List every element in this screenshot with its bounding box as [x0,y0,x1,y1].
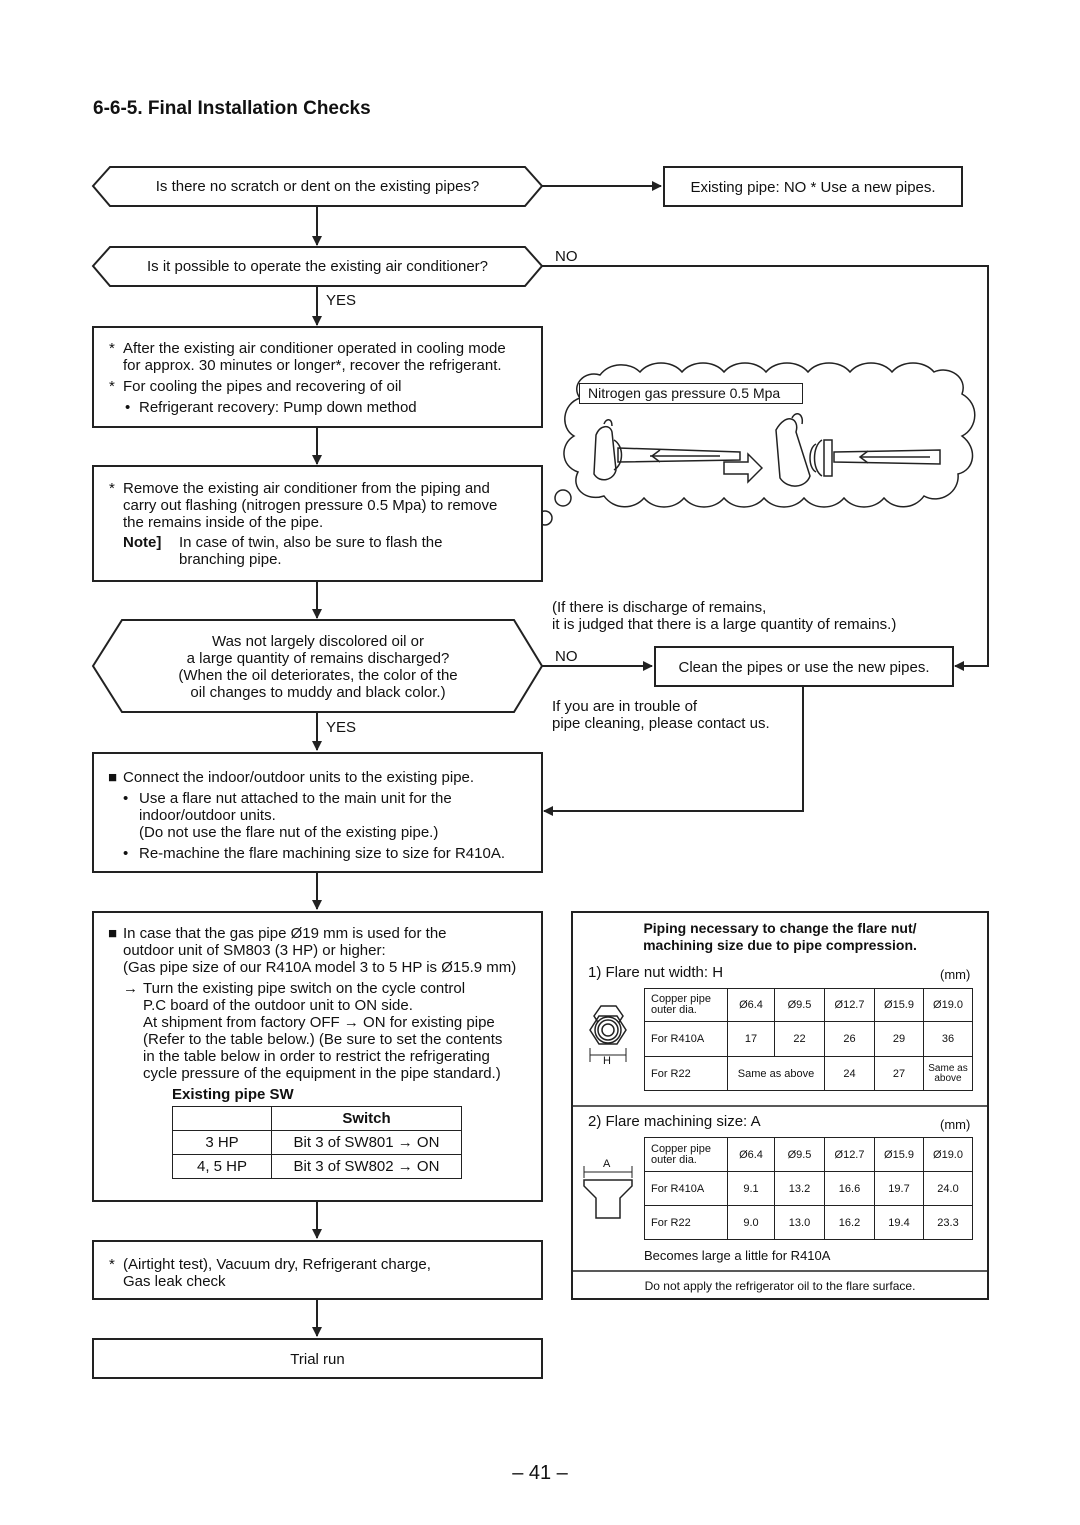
flare-section-a-label: A [603,1158,611,1170]
ft1-cell: 29 [875,1022,924,1057]
discharge-note-2: it is judged that there is a large quantity of remains.) [552,616,897,633]
connect-line-3: indoor/outdoor units. [139,807,276,824]
sw-header-switch: Switch [272,1107,462,1131]
ft2-cell: 13.2 [775,1172,825,1206]
ft2-cell: 9.1 [728,1172,775,1206]
decision-2-yes-label: YES [326,292,357,309]
ft2-header-cell: Ø19.0 [924,1138,973,1172]
connect-bullet-1: • [123,790,129,807]
connect-square: ■ [108,769,118,786]
recover-star-2: * [109,378,115,395]
gas-arrow: → [123,980,138,997]
existing-pipe-sw-title: Existing pipe SW [172,1086,294,1103]
recover-line-1: After the existing air conditioner operated in cooling mode [123,340,506,357]
flare-panel-title-1: Piping necessary to change the flare nut/ [643,920,917,936]
sw-row [173,1155,462,1179]
connect-units-box [92,752,543,873]
ft2-header-cell: Ø15.9 [875,1138,924,1172]
trial-run-text: Trial run [290,1351,345,1368]
ft1-cell: 17 [728,1022,775,1057]
flash-note-line-2: branching pipe. [179,551,282,568]
page-number: – 41 – [512,1462,568,1484]
recover-star: * [109,340,115,357]
flash-line-2: carry out flashing (nitrogen pressure 0.5 Mpa) to remove [123,497,498,514]
gas-square: ■ [108,925,118,942]
sw-row-setting: Bit 3 of SW801 → ON [272,1131,462,1155]
decision-2-text: Is it possible to operate the existing air conditioner? [146,258,489,275]
gas-line-1: In case that the gas pipe Ø19 mm is used for the [123,925,447,942]
flash-line-1: Remove the existing air conditioner from the piping and [123,480,490,497]
recover-refrigerant-box [92,326,543,428]
table-2-unit: (mm) [940,1117,971,1132]
decision-3-line-1: Was not largely discolored oil or [211,633,425,650]
ft2-row [645,1172,973,1206]
gas-line-8: in the table below in order to restrict the refrigerating [143,1048,490,1065]
decision-3-yes-label: YES [326,719,357,736]
section-title: 6-6-5. Final Installation Checks [93,98,371,119]
machining-size-note: Becomes large a little for R410A [644,1248,831,1263]
airtight-line-1: (Airtight test), Vacuum dry, Refrigerant charge, [123,1256,431,1273]
ft2-header-cell: Ø12.7 [825,1138,875,1172]
ft2-cell: 19.7 [875,1172,924,1206]
ft1-header-cell: Ø15.9 [875,989,924,1022]
nitrogen-label-box [579,383,803,404]
ft1-header-cell: Ø12.7 [825,989,875,1022]
flare-nut-width-table [644,988,973,1091]
ft1-header-label: Copper pipe outer dia. [645,989,728,1022]
connect-line-4: (Do not use the flare nut of the existing pipe.) [139,824,439,841]
new-pipe-text: Existing pipe: NO * Use a new pipes. [690,179,936,196]
nitrogen-label: Nitrogen gas pressure 0.5 Mpa [588,385,781,401]
thought-bubble-large [555,490,571,506]
discharge-note-1: (If there is discharge of remains, [552,599,767,616]
gas-line-9: cycle pressure of the equipment in the pipe standard.) [143,1065,501,1082]
ft2-cell: 9.0 [728,1206,775,1240]
flash-line-3: the remains inside of the pipe. [123,514,324,531]
trial-run-box [92,1338,543,1379]
ft2-cell: 23.3 [924,1206,973,1240]
sw-row-hp: 4, 5 HP [173,1155,272,1179]
flare-oil-note: Do not apply the refrigerator oil to the flare surface. [644,1279,916,1293]
decision-3-line-4: oil changes to muddy and black color.) [190,684,446,701]
airtight-star: * [109,1256,115,1273]
ft2-row-label: For R22 [645,1206,728,1240]
table-1-unit: (mm) [940,967,971,982]
flash-star: * [109,480,115,497]
sw-header-row [173,1107,462,1131]
ft1-header-cell: Ø19.0 [924,989,973,1022]
ft2-cell: 16.2 [825,1206,875,1240]
gas-line-4: Turn the existing pipe switch on the cycle control [143,980,466,997]
gas-line-5: P.C board of the outdoor unit to ON side. [143,997,413,1014]
flare-machining-size-label: 2) Flare machining size: A [588,1113,761,1130]
sw-row-setting: Bit 3 of SW802 → ON [272,1155,462,1179]
flare-nut-width-label: 1) Flare nut width: H [588,964,724,981]
ft2-header-cell: Ø9.5 [775,1138,825,1172]
ft2-header-row [645,1138,973,1172]
ft2-row-label: For R410A [645,1172,728,1206]
ft2-cell: 16.6 [825,1172,875,1206]
gas-line-2: outdoor unit of SM803 (3 HP) or higher: [123,942,386,959]
connect-line-2: Use a flare nut attached to the main unit for the [139,790,452,807]
ft1-cell: 24 [825,1057,875,1091]
ft1-row [645,1022,973,1057]
connect-line-5: Re-machine the flare machining size to size for R410A. [139,845,506,862]
ft1-row-label: For R410A [645,1022,728,1057]
new-pipe-box [663,166,963,207]
ft1-row-label: For R22 [645,1057,728,1091]
ft1-header-cell: Ø9.5 [775,989,825,1022]
airtight-line-2: Gas leak check [123,1273,226,1290]
flare-panel-title-2: machining size due to pipe compression. [643,937,917,953]
sw-row-hp: 3 HP [173,1131,272,1155]
ft1-cell: 22 [775,1022,825,1057]
decision-2-no-label: NO [555,248,578,265]
decision-3-no-label: NO [555,648,578,665]
ft1-header-cell: Ø6.4 [728,989,775,1022]
ft2-row [645,1206,973,1240]
sw-header-blank [173,1107,272,1131]
recover-line-2: for approx. 30 minutes or longer*, recover the refrigerant. [123,357,502,374]
clean-pipes-text: Clean the pipes or use the new pipes. [678,659,930,676]
ft1-cell: 27 [875,1057,924,1091]
gas-line-6: At shipment from factory OFF → ON for existing pipe [143,1014,495,1031]
flash-note-line-1: In case of twin, also be sure to flash the [179,534,443,551]
gas-line-3: (Gas pipe size of our R410A model 3 to 5 HP is Ø15.9 mm) [123,959,517,976]
clean-pipes-box [654,646,954,687]
ft2-header-label: Copper pipe outer dia. [645,1138,728,1172]
recover-line-4: Refrigerant recovery: Pump down method [139,399,417,416]
flashing-box [92,465,543,582]
ft2-cell: 24.0 [924,1172,973,1206]
decision-3-line-3: (When the oil deteriorates, the color of the [178,667,458,684]
flash-note-label: Note] [123,534,162,551]
airtight-test-box [92,1240,543,1300]
ft1-cell-small: Same as above [924,1057,973,1091]
ft1-row [645,1057,973,1091]
sw-row [173,1131,462,1155]
ft1-cell-merged: Same as above [728,1057,825,1091]
connect-bullet-2: • [123,845,129,862]
flare-nut-h-label: H [603,1055,611,1067]
ft1-cell: 26 [825,1022,875,1057]
existing-pipe-sw-table [172,1106,462,1179]
gas-line-7: (Refer to the table below.) (Be sure to set the contents [143,1031,503,1048]
ft1-cell: 36 [924,1022,973,1057]
trouble-note-1: If you are in trouble of [552,698,698,715]
ft2-cell: 19.4 [875,1206,924,1240]
recover-line-3: For cooling the pipes and recovering of oil [123,378,402,395]
flare-machining-table [644,1137,973,1240]
ft2-cell: 13.0 [775,1206,825,1240]
ft1-header-row [645,989,973,1022]
decision-3-line-2: a large quantity of remains discharged? [186,650,450,667]
trouble-note-2: pipe cleaning, please contact us. [552,715,770,732]
connect-line-1: Connect the indoor/outdoor units to the existing pipe. [123,769,475,786]
recover-bullet: • [125,399,131,416]
decision-1-text: Is there no scratch or dent on the existing pipes? [155,178,480,195]
ft2-header-cell: Ø6.4 [728,1138,775,1172]
